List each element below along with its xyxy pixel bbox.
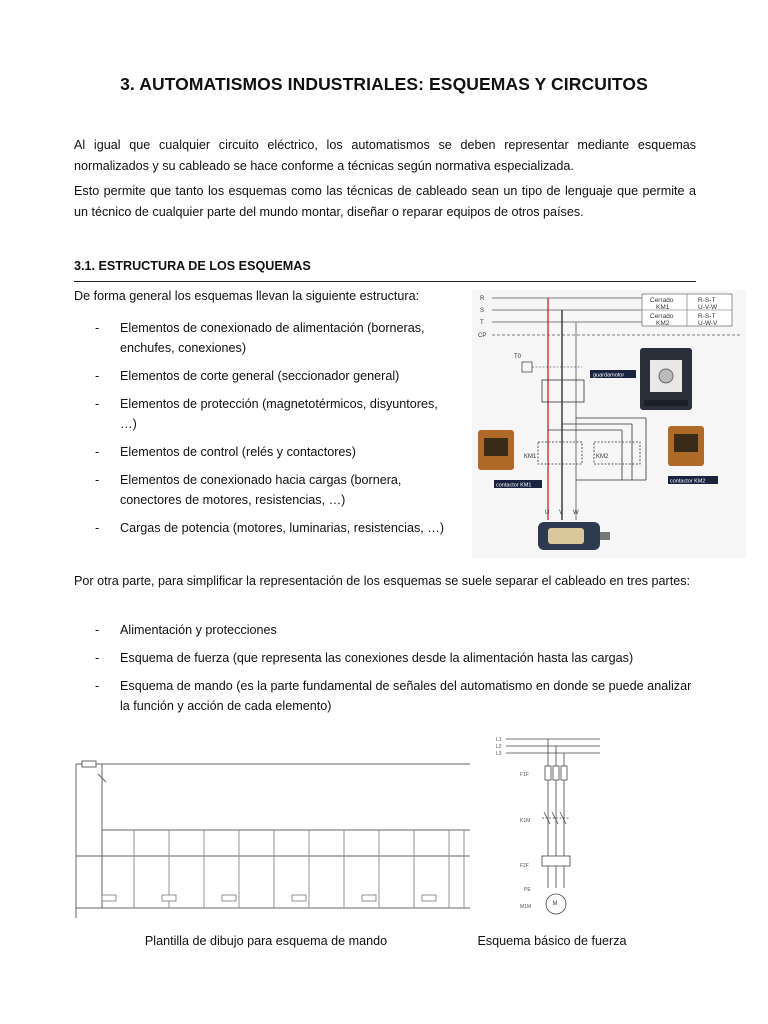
list-item-text: Esquema de fuerza (que representa las conexiones desde la alimentación hasta las cargas): [120, 651, 634, 665]
list-item: [74, 620, 696, 640]
caption-control-template: Plantilla de dibujo para esquema de mando: [144, 934, 388, 948]
list-dash: -: [95, 397, 100, 411]
phase-r-label: R: [480, 296, 485, 302]
intro-paragraph-1: Al igual que cualquier circuito eléctrico, los automatismos se deben representar mediante esquemas normalizados y su cableado se hace conforme a técnicas según normativa especializada.: [74, 138, 696, 173]
terminal-v-label: V: [559, 510, 564, 516]
list-dash: -: [95, 473, 100, 487]
template-coils: [102, 895, 436, 901]
list-dash: -: [95, 521, 100, 535]
list-item: [74, 470, 454, 510]
motor-symbol: [546, 894, 566, 914]
list-item: [74, 318, 454, 358]
list-item: [74, 442, 454, 462]
list-item: [74, 394, 454, 434]
list-item: [74, 676, 696, 716]
fuses: [545, 766, 567, 780]
state-table: [642, 294, 732, 327]
control-schematic-template: [74, 752, 474, 918]
wiring-parts-list: [74, 620, 696, 724]
list-dash: -: [95, 369, 100, 383]
state-cell: Cerrado: [650, 297, 674, 304]
list-dash: -: [95, 623, 100, 637]
contactor-km2-label: contactor KM2: [670, 478, 706, 485]
page-title: 3. AUTOMATISMOS INDUSTRIALES: ESQUEMAS Y CIRCUITOS: [120, 74, 648, 94]
structure-list: [74, 318, 454, 546]
wiring-diagram: [472, 290, 746, 558]
state-cell: R-S-T: [698, 313, 716, 320]
state-cell: KM2: [656, 320, 670, 327]
list-item: [74, 648, 696, 668]
structure-intro: De forma general los esquemas llevan la siguiente estructura:: [74, 289, 420, 303]
intro-paragraph-2: Esto permite que tanto los esquemas como las técnicas de cableado sean un tipo de lenguaje que permite a un técnico de cualquier parte del mundo montar, diseñar o reparar equipos de otros países.: [74, 184, 696, 219]
phase-s-label: S: [480, 308, 485, 314]
l3-label: L3: [496, 751, 502, 757]
list-item-text: Elementos de protección (magnetotérmicos, disyuntores, …): [120, 397, 438, 431]
section-underline: [74, 281, 696, 282]
l1-label: L1: [496, 737, 502, 743]
list-dash: -: [95, 445, 100, 459]
list-item-text: Elementos de conexionado hacia cargas (bornera, conectores de motores, resistencias, …): [120, 473, 402, 507]
list-dash: -: [95, 679, 100, 693]
list-item: [74, 518, 454, 538]
list-item-text: Alimentación y protecciones: [120, 623, 277, 637]
state-cell: KM1: [656, 304, 670, 311]
phase-t-label: T: [480, 320, 484, 326]
state-cell: Cerrado: [650, 313, 674, 320]
f2f-label: F2F: [520, 863, 529, 869]
basic-power-schematic: [494, 728, 606, 920]
list-item-text: Esquema de mando (es la parte fundamental de señales del automatismo en donde se puede analizar la función y acción de cada elemento): [120, 679, 692, 713]
motor-m-label: M: [552, 901, 558, 907]
contactor-km1-label: contactor KM1: [496, 482, 532, 489]
caption-power-schematic: Esquema básico de fuerza: [477, 934, 627, 948]
thermal-relay: [542, 856, 570, 866]
guardamotor-label: guardamotor: [593, 372, 625, 379]
split-intro: Por otra parte, para simplificar la representación de los esquemas se suele separar el cableado en tres partes:: [74, 574, 691, 588]
pe-label: PE: [524, 887, 531, 893]
state-cell: U-V-W: [698, 304, 718, 311]
list-item-text: Cargas de potencia (motores, luminarias, resistencias, …): [120, 521, 445, 535]
k1m-label: K1M: [520, 818, 531, 824]
list-item: [74, 366, 454, 386]
cp-label: CP: [478, 333, 487, 339]
list-item-text: Elementos de conexionado de alimentación (borneras, enchufes, conexiones): [120, 321, 425, 355]
state-cell: U-W-V: [698, 320, 718, 327]
motor-image: [538, 522, 610, 550]
list-dash: -: [95, 321, 100, 335]
t0-label: T0: [514, 354, 522, 360]
terminal-u-label: U: [545, 510, 550, 516]
km2-label: KM2: [596, 454, 609, 460]
list-dash: -: [95, 651, 100, 665]
list-item-text: Elementos de control (relés y contactores): [120, 445, 356, 459]
m1m-label: M1M: [520, 904, 532, 910]
section-heading: 3.1. ESTRUCTURA DE LOS ESQUEMAS: [74, 259, 311, 273]
f1f-label: F1F: [520, 772, 529, 778]
km1-label: KM1: [524, 454, 537, 460]
l2-label: L2: [496, 744, 502, 750]
terminal-w-label: W: [573, 510, 579, 516]
list-item-text: Elementos de corte general (seccionador general): [120, 369, 400, 383]
state-cell: R-S-T: [698, 297, 716, 304]
